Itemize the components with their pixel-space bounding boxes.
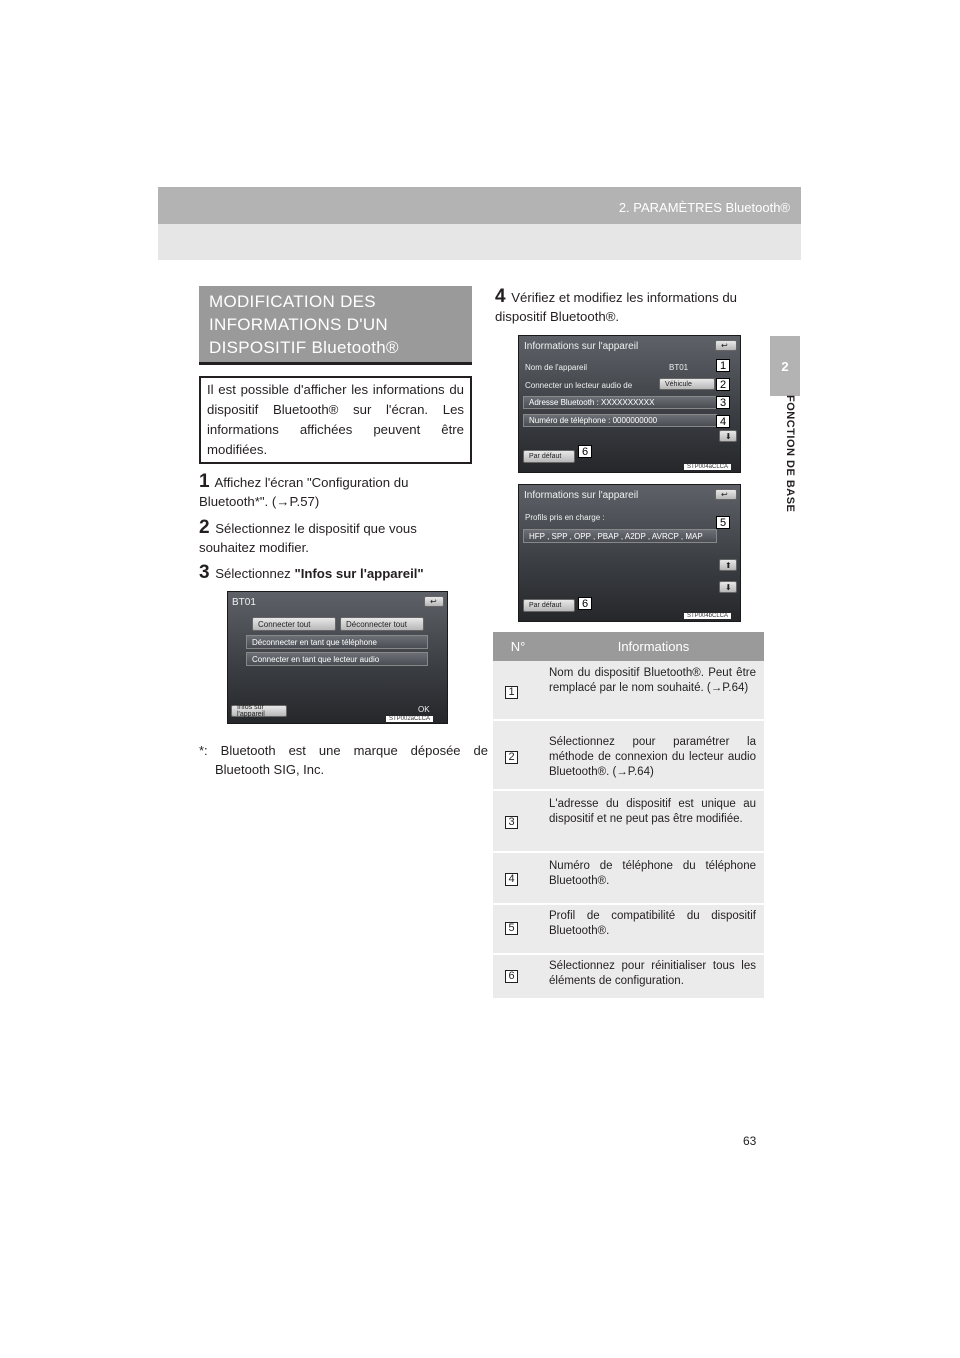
row-text: Nom du dispositif Bluetooth®. Peut être remplacé par le nom souhaité. (→P.64) — [549, 667, 756, 694]
callout-3: 3 — [716, 396, 730, 409]
chapter-title: 2. PARAMÈTRES Bluetooth® — [618, 200, 790, 215]
row-text: Sélectionnez pour paramétrer la méthode de connexion du lecteur audio Bluetooth®. (→P.64) — [549, 736, 756, 778]
row-text: Sélectionnez pour réinitialiser tous les éléments de configuration. — [549, 960, 756, 987]
screen3-title: Informations sur l'appareil — [524, 490, 639, 501]
row-number-box: 4 — [505, 873, 518, 886]
screen2-caption: STP004aCLCA — [684, 464, 731, 470]
default-button[interactable]: Par défaut — [523, 599, 575, 612]
screen-device-profiles — [518, 484, 741, 622]
screen-device-info — [518, 335, 741, 473]
table-row — [493, 721, 764, 789]
screen3-caption: STP004bCLCA — [684, 613, 731, 619]
table-row — [493, 791, 764, 851]
callout-4: 4 — [716, 415, 730, 428]
bluetooth-address: Adresse Bluetooth : XXXXXXXXXX — [523, 396, 717, 409]
step-2-number: 2 — [199, 517, 210, 538]
row-number-box: 1 — [505, 686, 518, 699]
step-1 — [199, 472, 472, 511]
row-number-box: 6 — [505, 970, 518, 983]
scroll-up-button[interactable]: ⬆ — [719, 559, 737, 571]
step-3-button-name: "Infos sur l'appareil" — [294, 566, 424, 581]
scroll-down-button[interactable]: ⬇ — [719, 581, 737, 593]
audio-connect-label: Connecter un lecteur audio de — [525, 381, 633, 390]
connect-audio-button[interactable]: Connecter en tant que lecteur audio — [246, 652, 428, 666]
table-header — [493, 632, 764, 661]
back-button[interactable]: ↩ — [715, 340, 737, 351]
table-col-info: Informations — [617, 639, 690, 654]
disconnect-all-button[interactable]: Déconnecter tout — [340, 617, 424, 631]
section-heading-rule — [199, 362, 472, 365]
row-text: Profil de compatibilité du dispositif Bluetooth®. — [549, 910, 756, 937]
row-number-box: 2 — [505, 751, 518, 764]
footnote: *: Bluetooth est une marque déposée de Bluetooth SIG, Inc. — [199, 743, 488, 777]
page-number: 63 — [743, 1134, 757, 1148]
step-2 — [199, 518, 472, 557]
back-button[interactable]: ↩ — [715, 489, 737, 500]
scroll-down-button[interactable]: ⬇ — [719, 430, 737, 442]
step-3-text: Sélectionnez — [215, 566, 291, 581]
phone-number: Numéro de téléphone : 0000000000 — [523, 414, 717, 427]
row-text: L'adresse du dispositif est unique au dispositif et ne peut pas être modifiée. — [549, 798, 756, 825]
device-info-button[interactable]: Infos sur l'appareil — [231, 705, 287, 717]
disconnect-phone-button[interactable]: Déconnecter en tant que téléphone — [246, 635, 428, 649]
chapter-label: FONCTION DE BASE — [784, 395, 796, 513]
ok-button[interactable]: OK — [418, 705, 430, 714]
step-4-number: 4 — [495, 286, 506, 307]
callout-6: 6 — [578, 445, 592, 458]
table-row — [493, 955, 764, 998]
step-2-text: Sélectionnez le dispositif que vous souhaitez modifier. — [199, 521, 417, 555]
header-subband — [158, 224, 801, 260]
step-3 — [199, 563, 472, 583]
device-name-label: Nom de l'appareil — [525, 363, 588, 372]
row-number-box: 3 — [505, 816, 518, 829]
section-heading: MODIFICATION DES INFORMATIONS D'UN DISPOSITIF Bluetooth® — [199, 286, 472, 362]
table-row — [493, 853, 764, 903]
profiles-list: HFP , SPP , OPP , PBAP , A2DP , AVRCP , MAP — [523, 529, 717, 543]
screen1-title: BT01 — [232, 597, 256, 608]
step-1-number: 1 — [199, 471, 210, 492]
table-col-number: N° — [510, 639, 526, 654]
callout-2: 2 — [716, 378, 730, 391]
row-text: Numéro de téléphone du téléphone Bluetooth®. — [549, 860, 756, 887]
device-name-value[interactable]: BT01 — [669, 363, 689, 372]
step-4-text: Vérifiez et modifiez les informations du dispositif Bluetooth®. — [495, 290, 738, 324]
table-row — [493, 661, 764, 719]
chapter-tab: 2 — [770, 336, 800, 396]
audio-connect-value[interactable]: Véhicule — [659, 378, 715, 390]
default-button[interactable]: Par défaut — [523, 450, 575, 463]
callout-6b: 6 — [578, 597, 592, 610]
step-4 — [495, 287, 770, 326]
back-button[interactable]: ↩ — [424, 596, 444, 607]
row-number-box: 5 — [505, 922, 518, 935]
step-3-number: 3 — [199, 562, 210, 583]
callout-5: 5 — [716, 516, 730, 529]
intro-box: Il est possible d'afficher les informations du dispositif Bluetooth® sur l'écran. Les informations affichées peuvent être modifiées. — [199, 376, 472, 464]
screen-device-menu — [227, 591, 448, 724]
screen2-title: Informations sur l'appareil — [524, 341, 639, 352]
profiles-label: Profils pris en charge : — [525, 513, 605, 522]
table-row — [493, 905, 764, 953]
screen1-caption: STP002aCLCA — [386, 716, 433, 722]
step-1-text: Affichez l'écran "Configuration du Bluetooth*". (→P.57) — [199, 475, 409, 509]
connect-all-button[interactable]: Connecter tout — [252, 617, 336, 631]
callout-1: 1 — [716, 359, 730, 372]
